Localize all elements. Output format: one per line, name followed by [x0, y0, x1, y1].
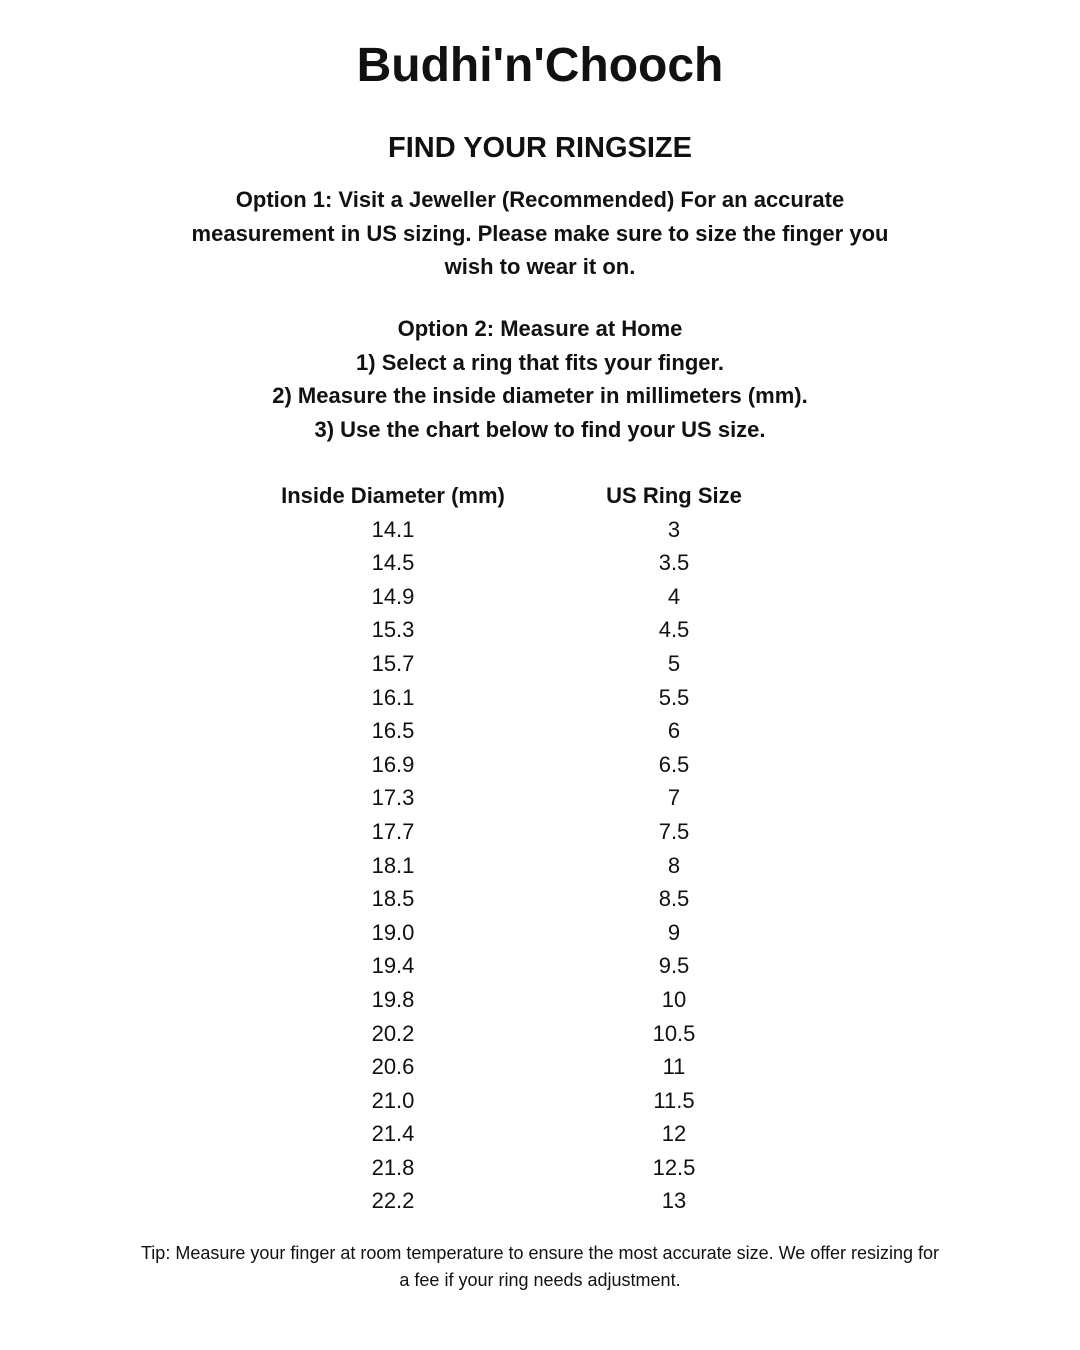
us-size-cell: 11: [662, 1054, 686, 1080]
table-row: [0, 748, 1080, 782]
diameter-cell: 14.9: [371, 583, 415, 609]
table-row: [0, 1084, 1080, 1118]
table-row: [0, 882, 1080, 916]
table-row: [0, 849, 1080, 883]
table-row: [0, 1151, 1080, 1185]
us-size-cell: 8.5: [658, 886, 690, 912]
us-size-cell: 8: [667, 852, 681, 878]
diameter-cell: 18.5: [371, 886, 415, 912]
us-size-cell: 4: [667, 583, 681, 609]
us-size-cell: 12.5: [652, 1154, 696, 1180]
tip-text: Tip: Measure your finger at room temperature to ensure the most accurate size. We offer resizing for a fee if your ring needs adjustment.: [140, 1243, 940, 1290]
us-size-cell: 5: [667, 650, 681, 676]
table-row: [0, 949, 1080, 983]
table-row: [0, 580, 1080, 614]
us-size-cell: 10.5: [652, 1020, 696, 1046]
option-2-section: [0, 312, 1080, 447]
option-1-text: Option 1: Visit a Jeweller (Recommended) For an accurate measurement in US sizing. Please make sure to size the finger you wish to wear it on.: [191, 187, 889, 279]
us-size-cell: 3: [667, 516, 681, 542]
table-header-row: [0, 479, 1080, 513]
table-row: [0, 1117, 1080, 1151]
us-size-cell: 7.5: [658, 818, 690, 844]
diameter-cell: 21.8: [371, 1154, 415, 1180]
diameter-cell: 16.5: [371, 718, 415, 744]
us-size-cell: 9.5: [658, 953, 690, 979]
diameter-cell: 14.1: [371, 516, 415, 542]
column-header-diameter: Inside Diameter (mm): [281, 483, 505, 508]
option-2-step: 2) Measure the inside diameter in millimeters (mm).: [272, 383, 808, 409]
us-size-cell: 12: [661, 1121, 687, 1147]
diameter-cell: 14.5: [371, 550, 415, 576]
table-row: [0, 647, 1080, 681]
table-row: [0, 815, 1080, 849]
diameter-cell: 18.1: [371, 852, 415, 878]
us-size-cell: 7: [667, 785, 681, 811]
table-row: [0, 714, 1080, 748]
us-size-cell: 13: [661, 1188, 687, 1214]
us-size-cell: 4.5: [658, 617, 690, 643]
table-row: [0, 983, 1080, 1017]
page-title: FIND YOUR RINGSIZE: [388, 132, 692, 164]
table-row: [0, 513, 1080, 547]
table-row: [0, 681, 1080, 715]
diameter-cell: 20.6: [371, 1054, 415, 1080]
us-size-cell: 6.5: [658, 751, 690, 777]
option-2-step: 3) Use the chart below to find your US size.: [314, 417, 766, 443]
diameter-cell: 16.1: [371, 684, 415, 710]
diameter-cell: 20.2: [371, 1020, 415, 1046]
table-row: [0, 546, 1080, 580]
diameter-cell: 15.7: [371, 650, 415, 676]
diameter-cell: 19.0: [371, 919, 415, 945]
us-size-cell: 5.5: [658, 684, 690, 710]
table-row: [0, 781, 1080, 815]
option-2-title: Option 2: Measure at Home: [397, 316, 683, 341]
option-2-step: 1) Select a ring that fits your finger.: [356, 349, 724, 375]
us-size-cell: 10: [661, 986, 687, 1012]
table-row: [0, 613, 1080, 647]
diameter-cell: 19.8: [371, 986, 415, 1012]
table-row: [0, 1017, 1080, 1051]
column-header-us-size: US Ring Size: [606, 483, 742, 508]
us-size-cell: 9: [667, 919, 681, 945]
diameter-cell: 21.4: [371, 1121, 415, 1147]
diameter-cell: 17.7: [371, 818, 415, 844]
ring-size-table: [0, 479, 1080, 1218]
diameter-cell: 19.4: [371, 953, 415, 979]
us-size-cell: 3.5: [658, 550, 690, 576]
table-row: [0, 1050, 1080, 1084]
us-size-cell: 6: [667, 718, 681, 744]
diameter-cell: 15.3: [371, 617, 415, 643]
table-row: [0, 916, 1080, 950]
us-size-cell: 11.5: [653, 1087, 695, 1113]
diameter-cell: 17.3: [371, 785, 415, 811]
brand-name: Budhi'n'Chooch: [356, 39, 724, 92]
diameter-cell: 21.0: [371, 1087, 415, 1113]
diameter-cell: 22.2: [371, 1188, 415, 1214]
table-row: [0, 1184, 1080, 1218]
diameter-cell: 16.9: [371, 751, 415, 777]
